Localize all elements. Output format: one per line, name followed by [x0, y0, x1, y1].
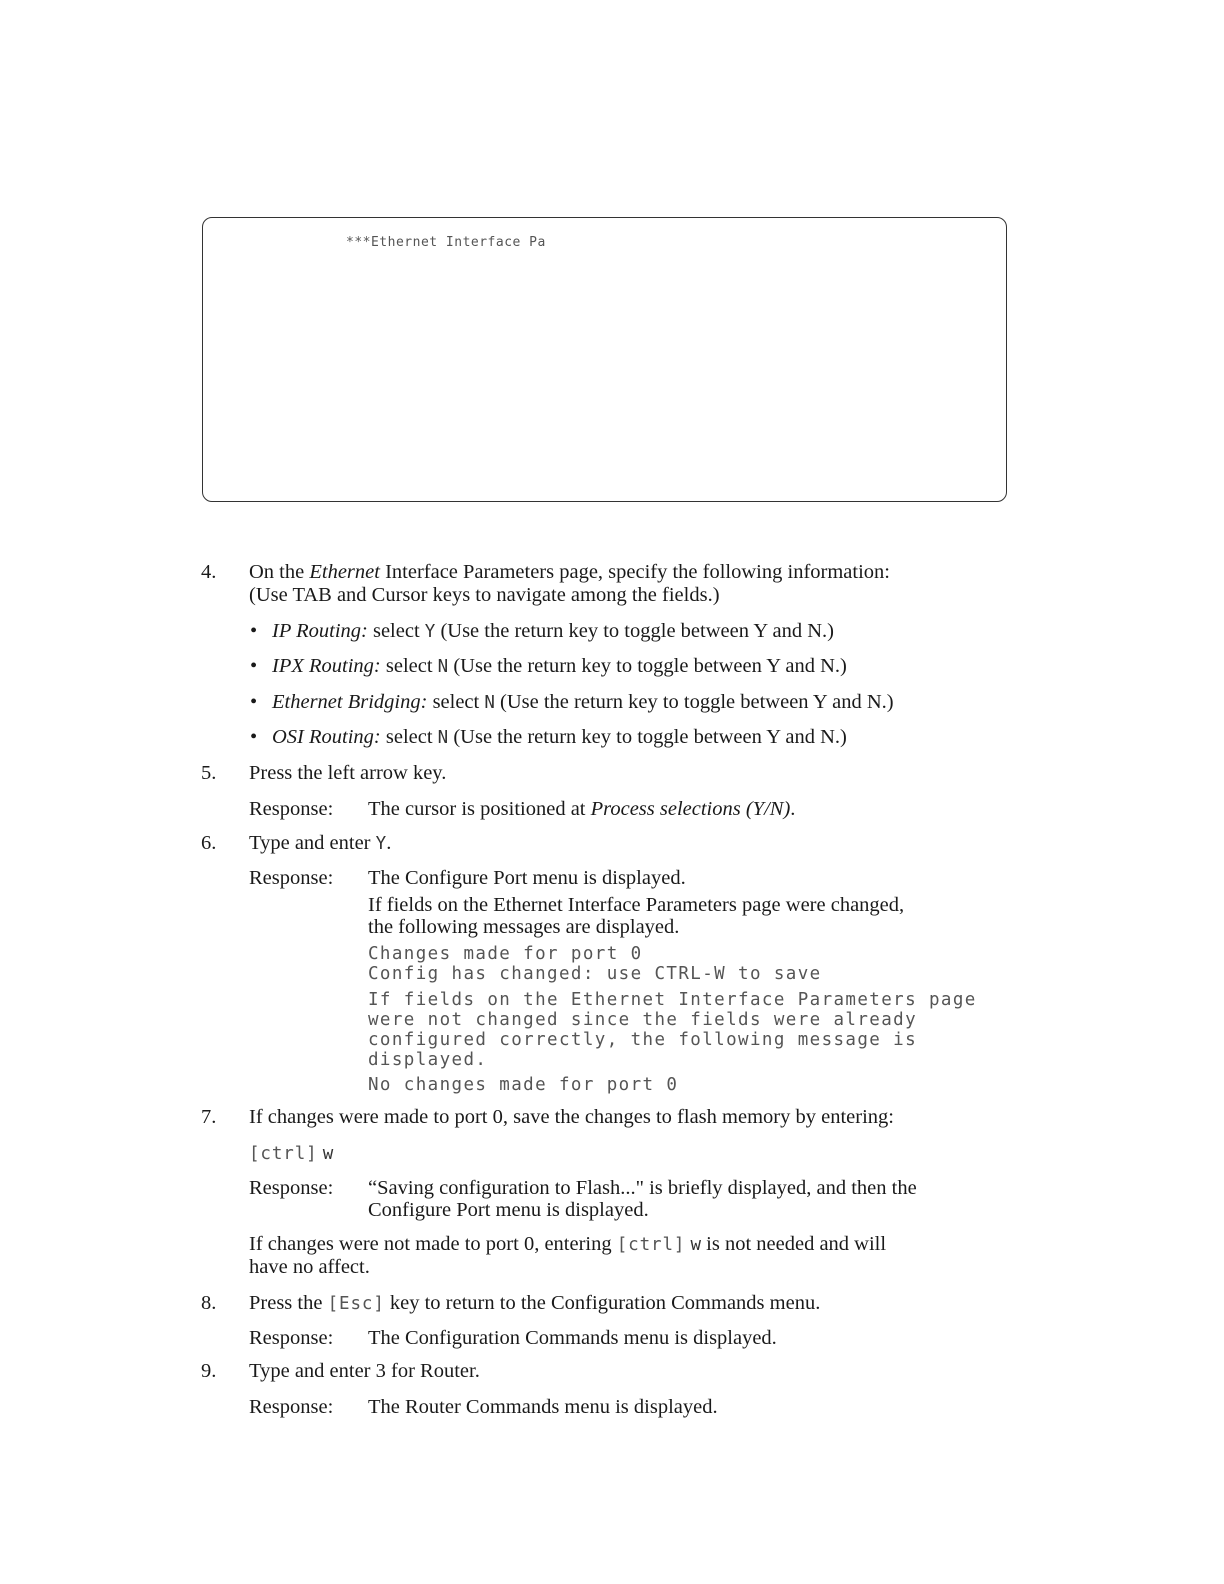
console-message: configured correctly, the following message is	[368, 1030, 918, 1050]
bullet-icon: •	[250, 620, 258, 642]
response-text: The cursor is positioned at Process selections (Y/N).	[368, 798, 796, 820]
step-text: (Use TAB and Cursor keys to navigate among the fields.)	[249, 584, 720, 606]
response-label: Response:	[249, 1177, 334, 1199]
step-number: 9.	[201, 1360, 217, 1382]
note-text: If changes were not made to port 0, entering [ctrl] w is not needed and will	[249, 1233, 887, 1255]
response-label: Response:	[249, 798, 334, 820]
note-text: have no affect.	[249, 1256, 370, 1278]
console-message: displayed.	[368, 1050, 488, 1070]
step-text: Press the left arrow key.	[249, 762, 447, 784]
response-label: Response:	[249, 1327, 334, 1349]
response-text: “Saving configuration to Flash..." is briefly displayed, and then the	[368, 1177, 917, 1199]
screen-illustration	[202, 217, 1007, 502]
bullet-icon: •	[250, 655, 258, 677]
response-text: Configure Port menu is displayed.	[368, 1199, 649, 1221]
step-text: Type and enter Y.	[249, 832, 392, 854]
bullet-icon: •	[250, 691, 258, 713]
console-message: Config has changed: use CTRL-W to save	[368, 964, 822, 984]
step-text: If changes were made to port 0, save the changes to flash memory by entering:	[249, 1106, 894, 1128]
response-label: Response:	[249, 867, 334, 889]
step-text: On the Ethernet Interface Parameters page, specify the following information:	[249, 561, 890, 583]
response-label: Response:	[249, 1396, 334, 1418]
console-message: No changes made for port 0	[368, 1075, 679, 1095]
step-number: 7.	[201, 1106, 217, 1128]
response-text: The Configuration Commands menu is displayed.	[368, 1327, 777, 1349]
response-text: the following messages are displayed.	[368, 916, 680, 938]
step-text: Press the [Esc] key to return to the Configuration Commands menu.	[249, 1292, 821, 1314]
response-text: If fields on the Ethernet Interface Parameters page were changed,	[368, 894, 905, 916]
console-message: were not changed since the fields were already	[368, 1010, 918, 1030]
step-number: 5.	[201, 762, 217, 784]
console-message: Changes made for port 0	[368, 944, 643, 964]
console-message: If fields on the Ethernet Interface Parameters page	[368, 990, 977, 1010]
key-combo: [ctrl] w	[249, 1144, 334, 1164]
bullet-icon: •	[250, 726, 258, 748]
screen-title: ***Ethernet Interface Pa	[346, 235, 546, 250]
response-text: The Router Commands menu is displayed.	[368, 1396, 718, 1418]
step-text: Type and enter 3 for Router.	[249, 1360, 480, 1382]
step-number: 4.	[201, 561, 217, 583]
step-number: 8.	[201, 1292, 217, 1314]
response-text: The Configure Port menu is displayed.	[368, 867, 686, 889]
step-number: 6.	[201, 832, 217, 854]
